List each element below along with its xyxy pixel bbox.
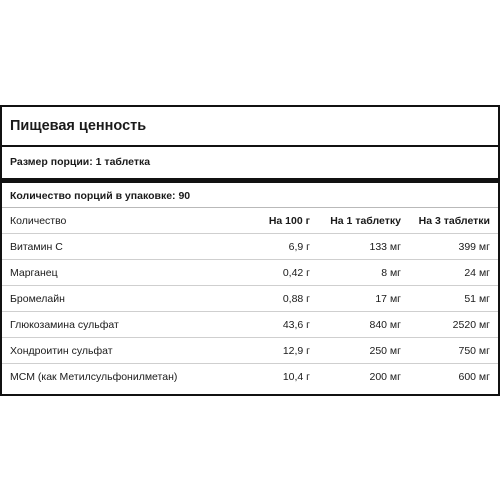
per-100g-value: 10,4 г	[282, 370, 310, 383]
table-row	[2, 260, 498, 286]
per-3-tablets-value: 2520 мг	[401, 312, 498, 338]
per-3-tablets-value: 600 мг	[458, 370, 490, 383]
nutrient-name: Марганец	[2, 260, 192, 286]
table-row	[2, 234, 498, 260]
per-100g-value: 6,9 г	[192, 234, 310, 260]
table-row	[2, 338, 498, 364]
table-row	[2, 286, 498, 312]
nutrient-name: Бромелайн	[2, 286, 192, 312]
per-100g-value: 43,6 г	[192, 312, 310, 338]
panel-title: Пищевая ценность	[2, 107, 498, 147]
per-1-tablet-value: 17 мг	[310, 286, 401, 312]
nutrition-facts-panel	[0, 105, 500, 396]
nutrient-name: Хондроитин сульфат	[2, 338, 192, 364]
per-3-tablets-value: 24 мг	[401, 260, 498, 286]
table-row	[2, 312, 498, 338]
portion-size: Размер порции: 1 таблетка	[2, 147, 498, 183]
per-1-tablet-value: 840 мг	[310, 312, 401, 338]
per-1-tablet-value: 133 мг	[310, 234, 401, 260]
per-100g-value: 0,88 г	[192, 286, 310, 312]
per-3-tablets-value: 399 мг	[401, 234, 498, 260]
per-100g-value: 0,42 г	[192, 260, 310, 286]
nutrient-name: Витамин С	[2, 234, 192, 260]
per-100g-value: 12,9 г	[192, 338, 310, 364]
nutrient-name: МСМ (как Метилсульфонилметан)	[10, 370, 178, 383]
per-1-tablet-value: 8 мг	[310, 260, 401, 286]
per-3-tablets-value: 51 мг	[401, 286, 498, 312]
column-header-amount: Количество	[2, 208, 192, 234]
column-header-per-3-tablets: На 3 таблетки	[401, 208, 498, 234]
column-header-per-1-tablet: На 1 таблетку	[310, 208, 401, 234]
servings-per-pack: Количество порций в упаковке: 90	[2, 183, 498, 208]
per-3-tablets-value: 750 мг	[401, 338, 498, 364]
nutrient-name: Глюкозамина сульфат	[2, 312, 192, 338]
nutrients-table	[2, 208, 498, 389]
per-1-tablet-value: 200 мг	[369, 370, 401, 383]
column-header-per-100g: На 100 г	[192, 208, 310, 234]
per-1-tablet-value: 250 мг	[310, 338, 401, 364]
table-row	[2, 364, 498, 390]
table-header-row	[2, 208, 498, 234]
